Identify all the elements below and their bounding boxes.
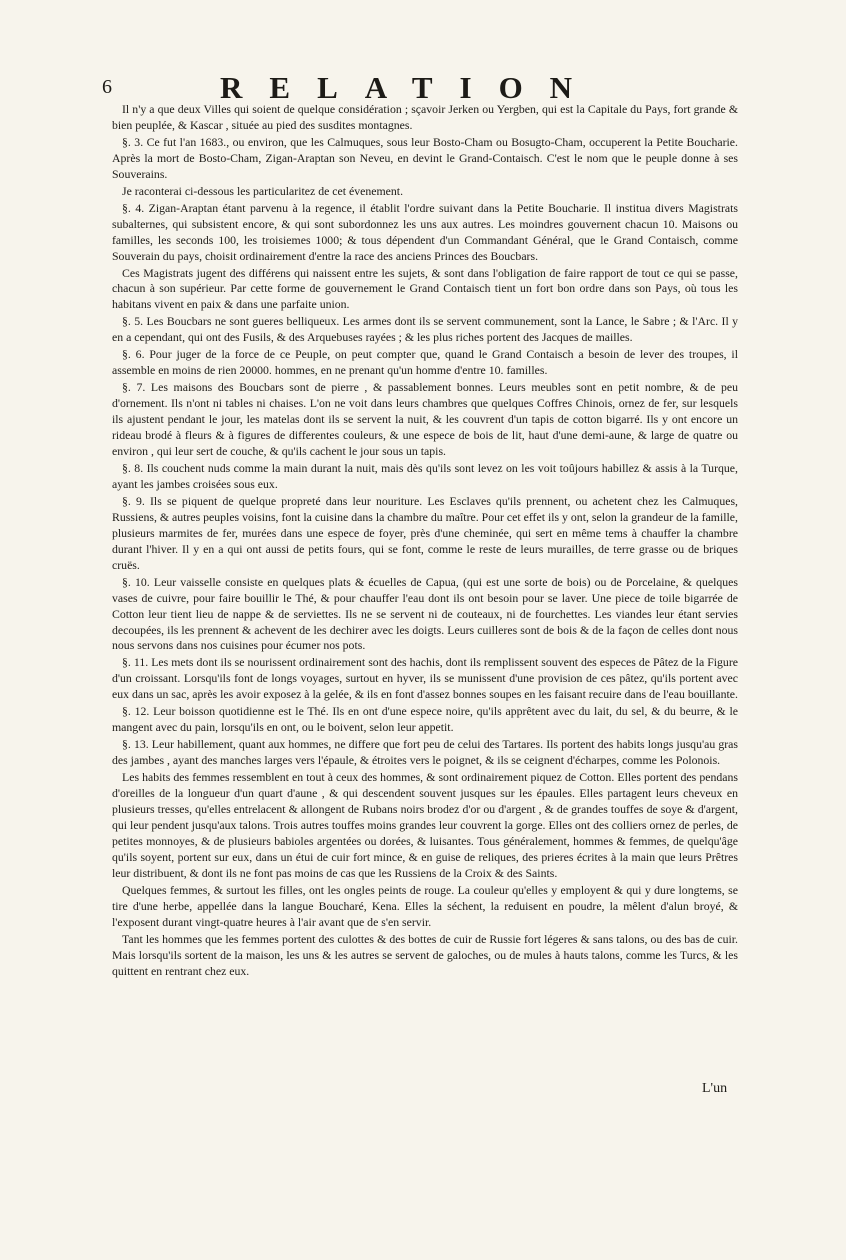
paragraph: §. 4. Zigan-Araptan étant parvenu à la regence, il établit l'ordre suivant dans la Petite Boucharie. Il institua divers Magistrats subalternes, qui subsistent encore, & qui sont subordonnez les uns aux autres. Les moindres gouvernent chacun 10. Maisons ou familles, les seconds 100, les troisiemes 1000; & tous dépendent d'un Commandant Général, que le Grand Contaisch, comme Souverain du pays, choisit ordinairement d'entre la race des anciens Princes des Boucbars. [112, 200, 738, 263]
page-number: 6 [102, 76, 112, 98]
paragraph: §. 9. Ils se piquent de quelque propreté dans leur nouriture. Les Esclaves qu'ils prennent, ou achetent chez les Calmuques, Russiens, & autres peuples voisins, font la cuisine dans la chambre du maître. Pour cet effet ils y ont, selon la grandeur de la famille, plusieurs marmites de fer, murées dans une espece de foyer, près d'une cheminée, qui sert en même tems à chauffer la chambre durant l'hiver. Il y en a qui ont aussi de petits fours, qui se font, comme le reste de leurs murailles, de terre grasse ou de briques cruës. [112, 493, 738, 572]
paragraph: §. 10. Leur vaisselle consiste en quelques plats & écuelles de Capua, (qui est une sorte de bois) ou de Porcelaine, & quelques vases de cuivre, pour faire bouillir le Thé, & pour chauffer l'eau dont ils ont besoin pour se laver. Une piece de toile bigarrée de Cotton leur tient lieu de nappe & de serviettes. Ils ne se servent ni de couteaux, ni de fourchettes. Les viandes leur étant servies decoupées, ils les prennent & achevent de les dechirer avec les doigts. Leurs cuilleres sont de bois & de la façon de celles dont nous nous servons dans nos cuisines pour écumer nos pots. [112, 574, 738, 653]
paragraph: Il n'y a que deux Villes qui soient de quelque considération ; sçavoir Jerken ou Yergben, qui est la Capitale du Pays, fort grande & bien peuplée, & Kascar , située au pied des susdites montagnes. [112, 102, 738, 132]
paragraph: §. 5. Les Boucbars ne sont gueres belliqueux. Les armes dont ils se servent communement, sont la Lance, le Sabre ; & l'Arc. Il y en a cependant, qui ont des Fusils, & des Arquebuses rayées ; & les plus riches portent des Jacques de mailles. [112, 314, 738, 345]
paragraph: §. 6. Pour juger de la force de ce Peuple, on peut compter que, quand le Grand Contaisch a besoin de lever des troupes, il assemble en moins de rien 20000. hommes, en ne prenant qu'un homme d'entre 10. familles. [112, 347, 738, 378]
paragraph: §. 8. Ils couchent nuds comme la main durant la nuit, mais dès qu'ils sont levez on les voit toûjours habillez & assis à la Turque, ayant les jambes croisées sous eux. [112, 460, 738, 491]
running-title: RELATION [220, 70, 600, 105]
catchword: L'un [702, 1081, 728, 1096]
paragraph: §. 11. Les mets dont ils se nourissent ordinairement sont des hachis, dont ils remplissent souvent des especes de Pâtez de la Figure d'un croissant. Lorsqu'ils font de longs voyages, surtout en hyver, ils se munissent d'une provision de ces pâtez, qu'ils portent avec eux dans un sac, après les avoir exposez à la gelée, & ils en font d'assez bonnes soupes en les faisant recuire dans de l'eau bouillante. [112, 655, 738, 702]
paragraph: §. 13. Leur habillement, quant aux hommes, ne differe que fort peu de celui des Tartares. Ils portent des habits longs jusqu'au gras des jambes , ayant des manches larges vers l'épaule, & étroites vers le poignet, & ils se ceignent d'écharpes, comme les Polonois. [112, 737, 738, 768]
paragraph: Quelques femmes, & surtout les filles, ont les ongles peints de rouge. La couleur qu'elles y employent & qui y dure longtems, se tire d'une herbe, appellée dans la langue Boucharé, Kena. Elles la séchent, la reduisent en poudre, la mêlent d'alun broyé, & l'exposent durant vingt-quatre heures à l'air avant que de s'en servir. [112, 882, 738, 929]
paragraph: Tant les hommes que les femmes portent des culottes & des bottes de cuir de Russie fort légeres & sans talons, ou des bas de cuir. Mais lorsqu'ils sortent de la maison, les uns & les autres se servent de galoches, ou de mules à hauts talons, comme les Turcs, & les quittent en rentrant chez eux. [112, 931, 738, 978]
paragraph: §. 12. Leur boisson quotidienne est le Thé. Ils en ont d'une espece noire, qu'ils apprêtent avec du lait, du sel, & du beurre, & le mangent avec du pain, lorsqu'ils en ont, ou le boivent, selon leur appetit. [112, 704, 738, 735]
body-text [112, 102, 738, 979]
paragraph: Ces Magistrats jugent des différens qui naissent entre les sujets, & sont dans l'obligation de faire rapport de tout ce qui se passe, chacun à son supérieur. Par cette forme de gouvernement le Grand Contaisch tient un fort bon ordre dans son Pays, où tous les habitans vivent en paix & dans une parfaite union. [112, 265, 738, 312]
paragraph: §. 7. Les maisons des Boucbars sont de pierre , & passablement bonnes. Leurs meubles sont en petit nombre, & de peu d'ornement. Ils n'ont ni tables ni chaises. L'on ne voit dans leurs chambres que quelques Coffres Chinois, ornez de fer, sur lesquels ils ajustent pendant le jour, les matelas dont ils se servent la nuit, & les couvrent d'un tapis de cotton bigarré. Ils y ont encore un rideau brodé à fleurs & à figures de differentes couleurs, & une espece de bois de lit, haut d'une demi-aune, & large de quatre ou environ , qui leur sert de couche, & qu'ils cachent le jour sous un tapis. [112, 380, 738, 459]
paragraph: §. 3. Ce fut l'an 1683., ou environ, que les Calmuques, sous leur Bosto-Cham ou Bosugto-Cham, occuperent la Petite Boucharie. Après la mort de Bosto-Cham, Zigan-Araptan son Neveu, en devint le Grand-Contaisch. C'est le nom que le peuple donne à ses Souverains. [112, 134, 738, 181]
paragraph: Je raconterai ci-dessous les particularitez de cet évenement. [122, 183, 404, 198]
paragraph: Les habits des femmes ressemblent en tout à ceux des hommes, & sont ordinairement piquez de Cotton. Elles portent des pendans d'oreilles de la longueur d'un quart d'aune , & qui descendent souvent jusques sur les épaules. Elles partagent leurs cheveux en plusieurs tresses, qu'elles entrelacent & allongent de Rubans noirs brodez d'or ou d'argent , & de grandes touffes de soye & d'argent, qui leur pendent jusqu'aux talons. Trois autres touffes moins grandes leur couvrent la gorge. Elles ont des colliers ornez de perles, de petites monnoyes, & de plusieurs babioles argentées ou dorées, & luisantes. Tous généralement, hommes & femmes, de quelqu'âge qu'ils soyent, portent sur eux, dans un étui de cuir fort mince, & en guise de reliques, des prieres écrites à la main que leurs Prêtres leur distribuent, & dont ils ne font pas moins de cas que les Russiens de la Croix & des Saints. [112, 770, 738, 880]
